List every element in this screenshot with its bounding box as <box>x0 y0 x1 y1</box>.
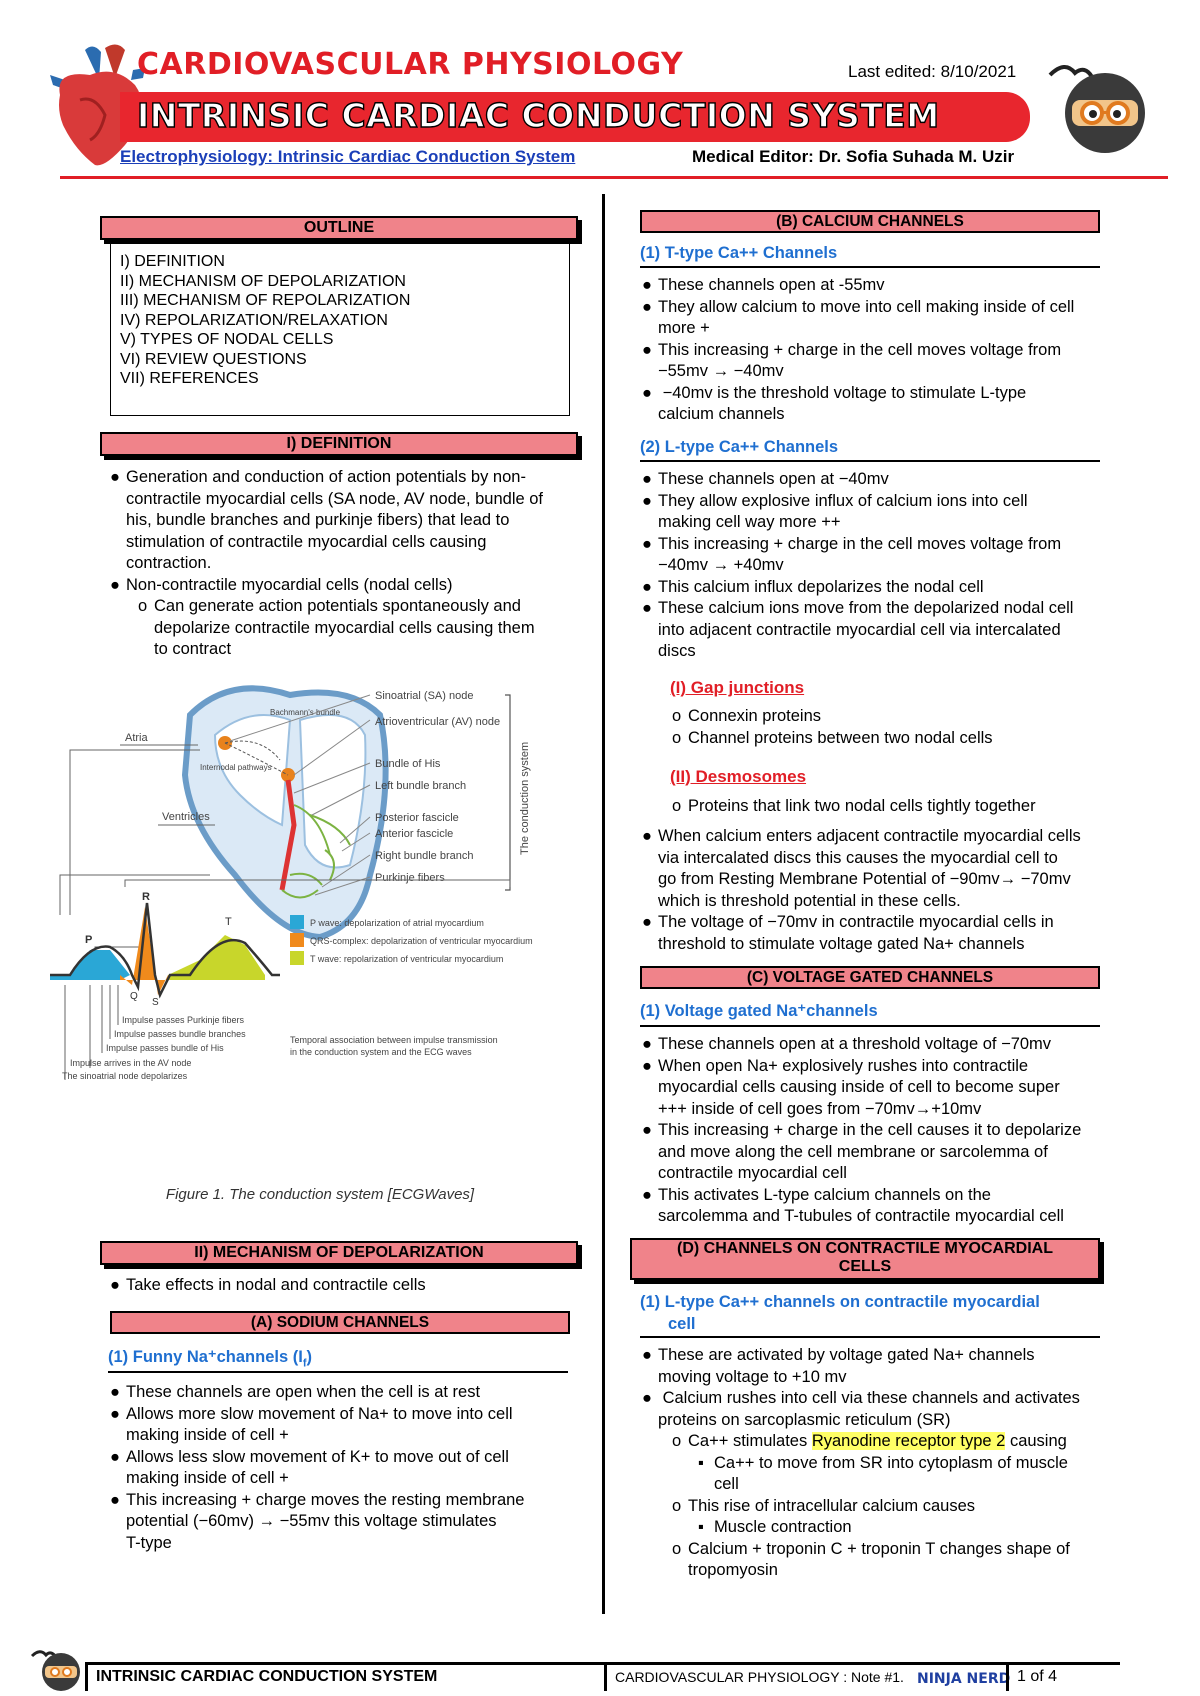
conduction-system-figure <box>50 675 590 1155</box>
legend-t-swatch <box>290 951 304 965</box>
heading-line: (D) CHANNELS ON CONTRACTILE MYOCARDIAL <box>677 1240 1053 1257</box>
text-line: sarcolemma and T-tubules of contractile myocardial cell <box>658 1207 1064 1225</box>
text-line: Can generate action potentials spontaneously and <box>154 597 521 615</box>
figure-label: Bachmann's bundle <box>270 708 341 717</box>
outline-item[interactable]: II) MECHANISM OF DEPOLARIZATION <box>120 272 406 290</box>
desmosomes-title: (II) Desmosomes <box>670 767 807 786</box>
text-line: stimulation of contractile myocardial cells causing <box>126 532 487 551</box>
text-line: They allow calcium to move into cell making inside of cell <box>658 297 1075 316</box>
text-line: Proteins that link two nodal cells tightly together <box>688 797 1036 815</box>
text-line: Connexin proteins <box>688 707 821 725</box>
text-line: proteins on sarcoplasmic reticulum (SR) <box>658 1410 951 1429</box>
outline-item[interactable]: V) TYPES OF NODAL CELLS <box>120 331 334 348</box>
text-line: Non-contractile myocardial cells (nodal cells) <box>126 575 453 594</box>
text-line: moving voltage to +10 mv <box>658 1367 847 1386</box>
l-type-contractile-title: (1) L-type Ca++ channels on contractile myocardial cell <box>640 1293 1040 1333</box>
definition-heading: I) DEFINITION <box>100 432 578 456</box>
underline <box>640 266 1100 268</box>
text-line: The voltage of −70mv in contractile myocardial cells in <box>658 913 1054 931</box>
document-title: CARDIOVASCULAR PHYSIOLOGY <box>137 47 684 82</box>
figure-label: Internodal pathways <box>200 763 272 772</box>
sodium-channels-heading: (A) SODIUM CHANNELS <box>110 1311 570 1334</box>
text-line: This increasing + charge in the cell moves voltage from <box>658 340 1062 359</box>
text-line: via intercalated discs this causes the myocardial cell to <box>658 848 1058 867</box>
medical-editor: Medical Editor: Dr. Sofia Suhada M. Uzir <box>692 147 1015 166</box>
text-line: to contract <box>154 640 232 658</box>
figure-label: Right bundle branch <box>375 850 474 862</box>
figure-label: Posterior fascicle <box>375 812 459 824</box>
text-line: tropomyosin <box>688 1561 778 1579</box>
t-type-title: (1) T-type Ca++ Channels <box>640 244 838 262</box>
text-line: discs <box>658 642 696 660</box>
text-line: making inside of cell + <box>126 1426 289 1444</box>
text-line: Allows more slow movement of Na+ to move into cell <box>126 1404 513 1423</box>
text-line: contractile myocardial cells (SA node, AV node, bundle of <box>126 489 544 508</box>
text-line: These channels open at −40mv <box>658 470 889 488</box>
text-line: Channel proteins between two nodal cells <box>688 728 993 747</box>
figure-label: Temporal association between impulse transmission <box>290 1035 498 1045</box>
figure-label: Left bundle branch <box>375 780 467 792</box>
text-line: This increasing + charge moves the resting membrane <box>126 1490 525 1509</box>
text-line: T-type <box>126 1533 172 1552</box>
highlighted-term: Ryanodine receptor type 2 <box>811 1432 1006 1450</box>
text-line: This activates L-type calcium channels on the <box>658 1185 991 1204</box>
t-type-text: ● These channels open at -55mv ● They allow calcium to move into cell making inside of cell more + ● This increasing + charge in the cell moves voltage from −55mv → −40mv ● −40mv is the threshold voltage to stimulate L-type calcium channels <box>642 275 1074 426</box>
figure-label: R <box>142 891 150 903</box>
text-line: contractile myocardial cell <box>658 1164 847 1182</box>
ninja-nerd-logo <box>915 1666 1011 1688</box>
figure-label: S <box>152 997 159 1008</box>
depolarization-heading: II) MECHANISM OF DEPOLARIZATION <box>100 1241 578 1265</box>
figure-label: Ventricles <box>162 811 210 823</box>
underline <box>640 460 1100 462</box>
desmosomes-text: o Proteins that link two nodal cells tightly together <box>672 797 1036 815</box>
video-link[interactable]: Electrophysiology: Intrinsic Cardiac Conduction System <box>120 147 576 166</box>
figure-label: Purkinje fibers <box>375 872 445 884</box>
last-edited: Last edited: 8/10/2021 <box>848 62 1017 81</box>
outline-item[interactable]: I) DEFINITION <box>120 253 225 270</box>
text-line: depolarize contractile myocardial cells causing them <box>154 618 535 637</box>
calcium-channels-heading: (B) CALCIUM CHANNELS <box>640 210 1100 233</box>
figure-label: Q <box>130 991 138 1002</box>
column-divider <box>602 194 605 1614</box>
text-line: Calcium rushes into cell via these channels and activates <box>658 1389 1080 1407</box>
legend-t: T wave: repolarization of ventricular myocardium <box>310 954 504 964</box>
text-line: into adjacent contractile myocardial cell via intercalated <box>658 620 1061 639</box>
text-line: This increasing + charge in the cell causes it to depolarize <box>658 1121 1082 1139</box>
ninja-footer-icon <box>28 1646 83 1692</box>
legend-p: P wave: depolarization of atrial myocardium <box>310 918 484 928</box>
text-line: −55mv → −40mv <box>658 362 784 380</box>
figure-label: P <box>85 934 93 946</box>
outline-item[interactable]: VII) REFERENCES <box>120 370 259 387</box>
figure-label: Impulse arrives in the AV node <box>70 1058 192 1068</box>
figure-label: in the conduction system and the ECG waves <box>290 1047 472 1057</box>
t-wave <box>168 935 265 980</box>
l-type-text: ● These channels open at −40mv ● They allow explosive influx of calcium ions into cell making cell way more ++ ● This increasing + charge in the cell moves voltage from −40mv → +40mv ● This calcium influx depolarizes the nodal cell ● These calcium ions move from the depolarized nodal cell into adjacent contractile myocardial cell via intercalated discs <box>642 469 1073 663</box>
figure-label: Impulse passes Purkinje fibers <box>122 1015 245 1025</box>
voltage-gated-heading: (C) VOLTAGE GATED CHANNELS <box>640 966 1100 989</box>
text-line: −40mv → +40mv <box>658 556 784 574</box>
svg-text:NINJA NERD: NINJA NERD <box>917 1671 1011 1687</box>
calcium-summary-text: ● When calcium enters adjacent contractile myocardial cells via intercalated discs this causes the myocardial cell to go from Resting Membrane Potential of −90mv→ −70mv which is threshold potential in these cells. ● The voltage of −70mv in contractile myocardial cells in threshold to stimulate voltage gated Na+ channels <box>642 826 1081 955</box>
text-line: potential (−60mv) → −55mv this voltage stimulates <box>126 1512 497 1530</box>
figure-label: Anterior fascicle <box>375 828 454 840</box>
legend-qrs-swatch <box>290 933 304 947</box>
figure-label: Bundle of His <box>375 758 441 770</box>
text-line: These channels open at a threshold voltage of −70mv <box>658 1035 1052 1053</box>
l-type-title: (2) L-type Ca++ Channels <box>640 438 839 456</box>
text-line: contraction. <box>126 554 212 572</box>
voltage-gated-text: ● These channels open at a threshold voltage of −70mv ● When open Na+ explosively rushes into contractile myocardial cells causing inside of cell to become super +++ inside of cell goes from −70mv→+10mv ● This increasing + charge in the cell causes it to depolarize and move along the cell membrane or sarcolemma of contractile myocardial cell ● This activates L-type calcium channels on the sarcolemma and T-tubules of contractile myocardial cell <box>642 1034 1081 1228</box>
text-line: They allow explosive influx of calcium ions into cell <box>658 491 1028 510</box>
footer-note: CARDIOVASCULAR PHYSIOLOGY : Note #1. <box>604 1663 904 1691</box>
figure-label: Impulse passes bundle of His <box>106 1043 224 1053</box>
funny-channels-title: (1) Funny Na⁺channels $(I_f)$ <box>108 1348 312 1370</box>
figure-label: The sinoatrial node depolarizes <box>62 1071 188 1081</box>
text-line: Take effects in nodal and contractile cells <box>126 1276 426 1294</box>
ninja-logo <box>1040 55 1150 160</box>
text-line: making cell way more ++ <box>658 513 841 531</box>
voltage-gated-na-title: (1) Voltage gated Na⁺channels <box>640 1002 878 1020</box>
text-line: Generation and conduction of action potentials by non- <box>126 468 526 486</box>
figure-label: T <box>225 916 232 928</box>
outline-item[interactable]: IV) REPOLARIZATION/RELAXATION <box>120 311 388 329</box>
text-line: These channels open at -55mv <box>658 276 885 294</box>
text-line: more + <box>658 319 710 337</box>
text-line: threshold to stimulate voltage gated Na+ channels <box>658 934 1025 953</box>
text-line: When open Na+ explosively rushes into contractile <box>658 1056 1029 1075</box>
document-subtitle: INTRINSIC CARDIAC CONDUCTION SYSTEM <box>137 96 940 135</box>
legend-p-swatch <box>290 915 304 929</box>
text-line: These channels are open when the cell is at rest <box>126 1383 481 1401</box>
gap-junctions-title: (I) Gap junctions <box>670 678 805 697</box>
text-line: Allows less slow movement of K+ to move out of cell <box>126 1447 509 1466</box>
funny-channels-text: ● These channels are open when the cell is at rest ● Allows more slow movement of Na+ to move into cell making inside of cell + ● Allows less slow movement of K+ to move out of cell making inside of cell + ● This increasing + charge moves the resting membrane potential (−60mv) → −55mv this voltage stimulates T-type <box>110 1382 524 1554</box>
outline-item[interactable]: III) MECHANISM OF REPOLARIZATION <box>120 292 411 309</box>
figure-caption: Figure 1. The conduction system [ECGWaves] <box>165 1186 475 1203</box>
text-line: cell <box>714 1475 739 1493</box>
text-line: causing <box>1005 1432 1067 1450</box>
underline <box>108 1371 568 1373</box>
text-line: Ca++ stimulates <box>688 1432 812 1450</box>
text-line: −40mv is the threshold voltage to stimulate L-type <box>658 383 1027 402</box>
text-line: go from Resting Membrane Potential of −90mv→ −70mv <box>658 870 1071 888</box>
text-line: Muscle contraction <box>714 1518 852 1536</box>
outline-item[interactable]: VI) REVIEW QUESTIONS <box>120 350 307 368</box>
text-line: These are activated by voltage gated Na+ channels <box>658 1346 1035 1364</box>
gap-junctions-text: o Connexin proteins o Channel proteins between two nodal cells <box>672 707 993 747</box>
figure-label: Impulse passes bundle branches <box>114 1029 246 1039</box>
text-line: which is threshold potential in these cells. <box>658 891 961 910</box>
contractile-text: ● These are activated by voltage gated Na+ channels moving voltage to +10 mv ● Calcium rushes into cell via these channels and activates proteins on sarcoplasmic reticulum (SR) o Ca++ stimulates Ryanodine receptor type 2 causing ▪ Ca++ to move from SR into cytoplasm of muscle cell o This rise of intracellular calcium causes ▪ Muscle contraction o Calcium + troponin C + troponin T changes shape of tropomyosin <box>642 1345 1080 1582</box>
text-line: This rise of intracellular calcium causes <box>688 1496 976 1515</box>
footer-title: INTRINSIC CARDIAC CONDUCTION SYSTEM <box>85 1663 437 1691</box>
heading-line: CELLS <box>838 1258 892 1275</box>
contractile-channels-heading <box>630 1238 1100 1280</box>
outline-list <box>120 252 410 389</box>
text-line: his, bundle branches and purkinje fibers) that lead to <box>126 511 510 529</box>
underline <box>640 1025 1100 1027</box>
text-line: +++ inside of cell goes from −70mv→+10mv <box>658 1099 982 1118</box>
figure-label: The conduction system <box>519 741 531 855</box>
depolarization-intro: ● Take effects in nodal and contractile cells <box>110 1276 426 1294</box>
underline <box>640 1336 1100 1338</box>
text-line: Ca++ to move from SR into cytoplasm of muscle <box>714 1453 1068 1472</box>
figure-label: Atrioventricular (AV) node <box>375 716 501 728</box>
text-line: and move along the cell membrane or sarcolemma of <box>658 1142 1048 1161</box>
text-line: This calcium influx depolarizes the nodal cell <box>658 577 984 596</box>
definition-text: ● Generation and conduction of action potentials by non- contractile myocardial cells (SA node, AV node, bundle of his, bundle branches and purkinje fibers) that lead to stimulation of contractile myocardial cells causing contraction. ● Non-contractile myocardial cells (nodal cells) o Can generate action potentials spontaneously and depolarize contractile myocardial cells causing them to contract <box>110 467 543 661</box>
text-line: calcium channels <box>658 405 785 423</box>
text-line: myocardial cells causing inside of cell to become super <box>658 1078 1060 1096</box>
header-divider <box>60 176 1168 179</box>
legend-qrs: QRS-complex: depolarization of ventricular myocardium <box>310 936 533 946</box>
text-line: This increasing + charge in the cell moves voltage from <box>658 534 1062 553</box>
text-line: These calcium ions move from the depolarized nodal cell <box>658 599 1074 617</box>
figure-label: Sinoatrial (SA) node <box>375 690 474 702</box>
outline-heading: OUTLINE <box>100 216 578 240</box>
text-line: Calcium + troponin C + troponin T changes shape of <box>688 1539 1070 1558</box>
text-line: making inside of cell + <box>126 1469 289 1487</box>
page-number: 1 of 4 <box>1006 1663 1057 1691</box>
figure-label: Atria <box>125 732 148 744</box>
text-line: When calcium enters adjacent contractile myocardial cells <box>658 827 1081 845</box>
